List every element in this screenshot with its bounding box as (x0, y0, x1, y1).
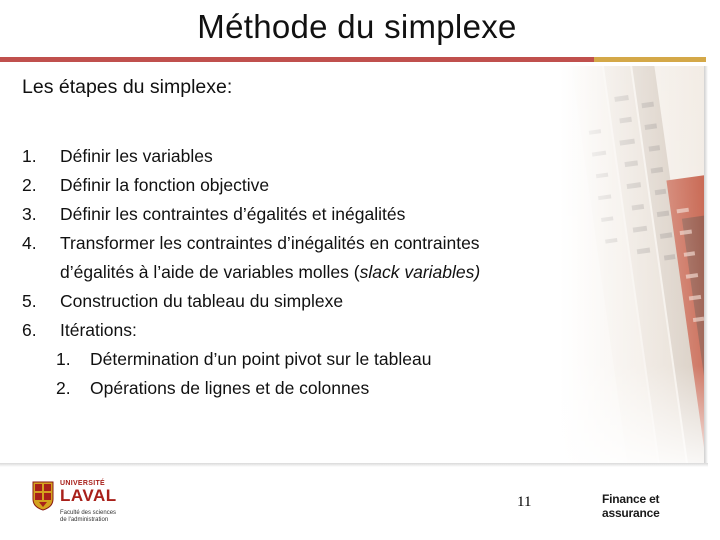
universite-laval-logo (32, 478, 122, 528)
list-text-continuation (60, 258, 480, 287)
list-number: 4. (22, 233, 37, 253)
list-text: Définir les contraintes d’égalités et inégalités (60, 204, 406, 224)
intro-text: Les étapes du simplexe: (22, 76, 233, 98)
logo-text-line3: Faculté des sciences de l'administration (60, 510, 117, 523)
slack-variables-text: slack variables) (359, 262, 481, 282)
list-number: 1. (22, 146, 37, 166)
list-number: 1. (56, 349, 71, 369)
image-shadow-edge (704, 66, 708, 466)
list-text: Opérations de lignes et de colonnes (90, 378, 370, 398)
list-text: Définir la fonction objective (60, 175, 270, 195)
list-number: 6. (22, 320, 37, 340)
list-text: Transformer les contraintes d’inégalités en contraintes (60, 233, 480, 253)
logo-text-line2: LAVAL (60, 486, 117, 505)
list-text: Définir les variables (60, 146, 213, 166)
slide-title: Méthode du simplexe (197, 8, 517, 45)
page-number: 11 (517, 494, 532, 510)
crest-icon (32, 481, 54, 511)
list-number: 3. (22, 204, 37, 224)
title-divider-accent (594, 57, 706, 62)
list-number: 2. (56, 378, 71, 398)
list-text: Construction du tableau du simplexe (60, 291, 344, 311)
list-text: Itérations: (60, 320, 137, 340)
footer-brand: Finance et assurance (602, 492, 660, 520)
financial-figures-image (560, 66, 706, 466)
list-text: Détermination d’un point pivot sur le tableau (90, 349, 432, 369)
title-divider (0, 57, 706, 62)
list-number: 5. (22, 291, 37, 311)
continuation-text: d’égalités à l’aide de variables molles ( (60, 262, 360, 282)
logo-text-line1: UNIVERSITÉ (60, 480, 106, 487)
image-shadow-bottom (0, 463, 708, 467)
list-number: 2. (22, 175, 37, 195)
